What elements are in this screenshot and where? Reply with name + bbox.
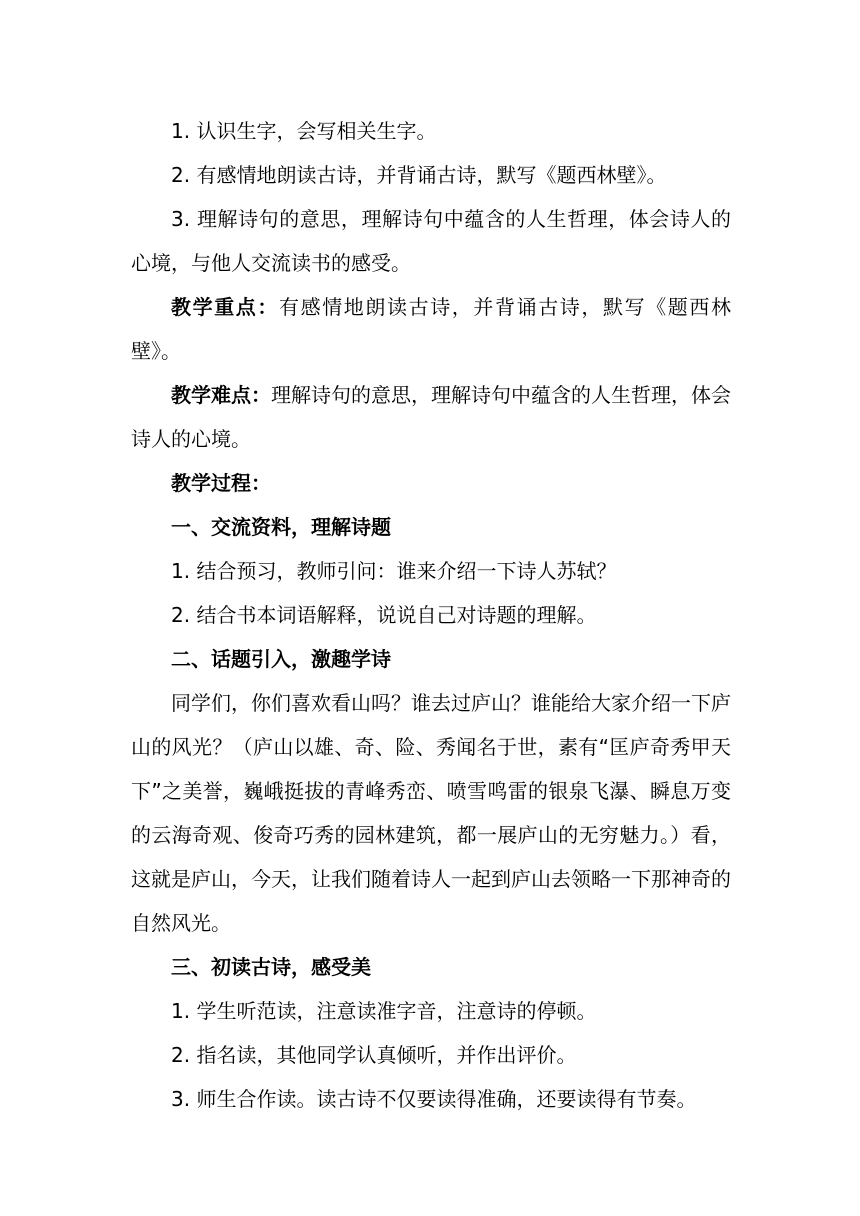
section-3-item-1: 1. 学生听范读，注意读准字音，注意诗的停顿。 — [171, 999, 597, 1023]
section-3-heading: 三、初读古诗，感受美 — [171, 955, 371, 979]
section-1-heading: 一、交流资料，理解诗题 — [171, 515, 391, 539]
key-point-paragraph — [131, 285, 731, 373]
difficulty-text: 理解诗句的意思，理解诗句中蕴含的人生哲理，体会诗人的心境。 — [131, 383, 731, 451]
key-point-label: 教学重点： — [171, 295, 279, 319]
key-point-text: 有感情地朗读古诗，并背诵古诗，默写《题西林壁》。 — [131, 295, 731, 363]
objective-3: 3. 理解诗句的意思，理解诗句中蕴含的人生哲理，体会诗人的心境，与他人交流读书的感受。 — [131, 207, 731, 275]
objective-2: 2. 有感情地朗读古诗，并背诵古诗，默写《题西林壁》。 — [171, 163, 667, 187]
section-2-paragraph: 同学们，你们喜欢看山吗？谁去过庐山？谁能给大家介绍一下庐山的风光？（庐山以雄、奇、险、秀闻名于世，素有“匡庐奇秀甲天下”之美誉，巍峨挺拔的青峰秀峦、喷雪鸣雷的银泉飞瀑、瞬息万变的云海奇观、俊奇巧秀的园林建筑，都一展庐山的无穷魅力。）看，这就是庐山，今天，让我们随着诗人一起到庐山去领略一下那神奇的自然风光。 — [131, 691, 731, 935]
section-1-item-1: 1. 结合预习，教师引问：谁来介绍一下诗人苏轼？ — [171, 559, 617, 583]
lesson-plan-body — [131, 109, 731, 1121]
section-1-item-2: 2. 结合书本词语解释，说说自己对诗题的理解。 — [171, 603, 597, 627]
difficulty-paragraph — [131, 373, 731, 461]
section-2-heading: 二、话题引入，激趣学诗 — [171, 647, 391, 671]
difficulty-label: 教学难点： — [171, 383, 271, 407]
section-3-item-2: 2. 指名读，其他同学认真倾听，并作出评价。 — [171, 1043, 577, 1067]
objective-1: 1. 认识生字，会写相关生字。 — [171, 119, 437, 143]
process-heading: 教学过程： — [171, 471, 271, 495]
section-3-item-3: 3. 师生合作读。读古诗不仅要读得准确，还要读得有节奏。 — [171, 1087, 697, 1111]
